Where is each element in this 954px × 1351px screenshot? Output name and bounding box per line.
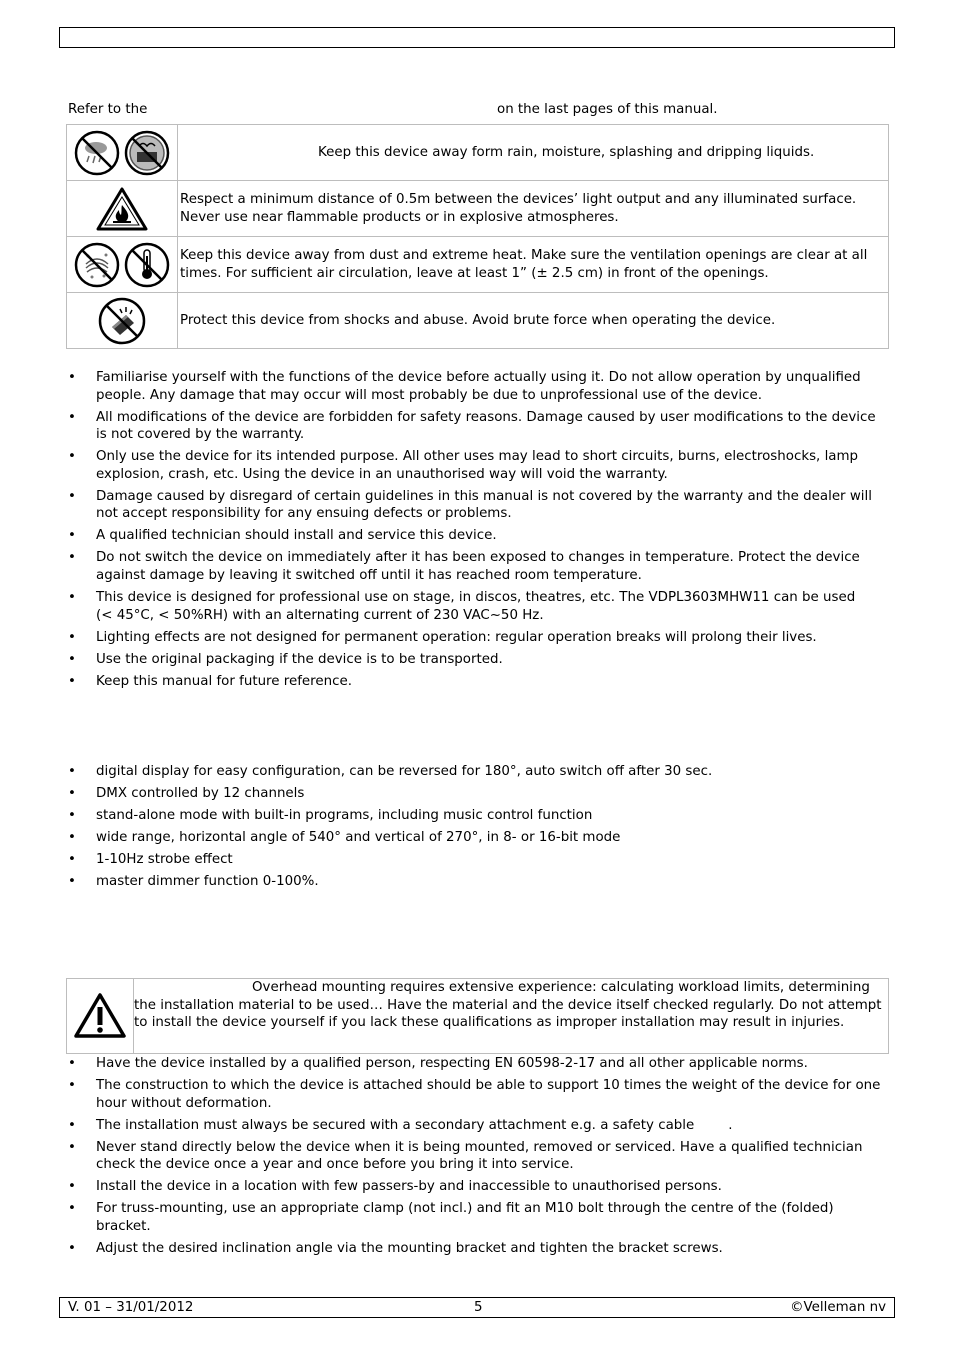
list-item: • A qualified technician should install and service this device. [66,527,889,545]
no-shock-icon [98,297,146,345]
page-header-box [59,27,895,48]
list-item: • Keep this manual for future reference. [66,673,889,691]
icon-row-text: Protect this device from shocks and abuse. Avoid brute force when operating the device. [180,312,776,328]
installation-list [66,1055,889,1262]
exclamation-warning-icon [73,992,127,1040]
intro-left: Refer to the [68,102,148,117]
intro-right: on the last pages of this manual. [497,102,718,117]
list-item: • stand-alone mode with built-in programs, including music control function [66,807,889,825]
list-item: • Damage caused by disregard of certain guidelines in this manual is not covered by the warranty and the dealer will not accept responsibility for any ensuing defects or problems. [66,488,889,523]
page-footer [59,1297,895,1318]
list-item: • master dimmer function 0-100%. [66,873,889,891]
list-item: • 1-10Hz strobe effect [66,851,889,869]
list-item: • Use the original packaging if the device is to be transported. [66,651,889,669]
icon-row [67,237,889,293]
list-item: • Lighting effects are not designed for permanent operation: regular operation breaks will prolong their lives. [66,629,889,647]
list-item: • Never stand directly below the device when it is being mounted, removed or serviced. Have a qualified technician check the device once a year and once before you bring it into service. [66,1139,889,1174]
icon-row-text: Keep this device away form rain, moisture, splashing and dripping liquids. [318,144,815,160]
list-item: • Only use the device for its intended purpose. All other uses may lead to short circuits, burns, electroshocks, lamp explosion, crash, etc. Using the device in an unauthorised way will void the warranty. [66,448,889,483]
no-rain-icon [74,130,120,176]
footer-version: V. 01 – 31/01/2012 [68,1300,194,1315]
features-list [66,763,889,896]
list-item: • Install the device in a location with few passers-by and inaccessible to unauthorised persons. [66,1178,889,1196]
no-heat-icon [124,242,170,288]
list-item: • For truss-mounting, use an appropriate clamp (not incl.) and fit an M10 bolt through the centre of the (folded) bracket. [66,1200,889,1235]
general-guidelines-list [66,369,924,695]
icon-row [67,293,889,349]
icon-row [67,181,889,237]
list-item: • The installation must always be secured with a secondary attachment e.g. a safety cable . [66,1117,889,1135]
list-item: • wide range, horizontal angle of 540° and vertical of 270°, in 8- or 16-bit mode [66,829,889,847]
icon-row-text: Keep this device away from dust and extreme heat. Make sure the ventilation openings are clear at all times. For sufficient air circulation, leave at least 1” (± 2.5 cm) in front of the openings. [180,248,868,281]
list-item: • digital display for easy configuration, can be reversed for 180°, auto switch off after 30 sec. [66,763,889,781]
intro-line [68,101,894,119]
list-item: • DMX controlled by 12 channels [66,785,889,803]
list-item: • This device is designed for professional use on stage, in discos, theatres, etc. The VDPL3603MHW11 can be used (< 45°C, < 50%RH) with an alternating current of 230 VAC~50 Hz. [66,589,889,624]
list-item: • Have the device installed by a qualified person, respecting EN 60598-2-17 and all other applicable norms. [66,1055,889,1073]
list-item: • Familiarise yourself with the functions of the device before actually using it. Do not allow operation by unqualified people. Any damage that may occur will most probably be due to unprofessional use of the device. [66,369,889,404]
icon-row [67,125,889,181]
list-item: • All modifications of the device are forbidden for safety reasons. Damage caused by user modifications to the device is not covered by the warranty. [66,409,889,444]
list-item: • Do not switch the device on immediately after it has been exposed to changes in temperature. Protect the device against damage by leaving it switched off until it has reached room temperature. [66,549,889,584]
safety-icon-table [66,124,889,349]
icon-row-text: Respect a minimum distance of 0.5m between the devices’ light output and any illuminated surface. Never use near flammable products or in explosive atmospheres. [180,192,857,225]
list-item: • The construction to which the device is attached should be able to support 10 times the weight of the device for one hour without deformation. [66,1077,889,1112]
footer-copyright: ©Velleman nv [790,1300,886,1315]
no-dust-icon [74,242,120,288]
warning-text: Overhead mounting requires extensive experience: calculating workload limits, determining the installation material to be used… Have the material and the device itself checked regularly. Do not attempt to install the device yourself if you lack these qualifications as improper installation may result in injuries. [134,980,882,1030]
no-liquid-icon [124,130,170,176]
flammable-warning-icon [96,186,148,232]
footer-page-number: 5 [474,1300,483,1315]
list-item: • Adjust the desired inclination angle via the mounting bracket and tighten the bracket screws. [66,1240,889,1258]
installation-warning-box [66,978,889,1054]
